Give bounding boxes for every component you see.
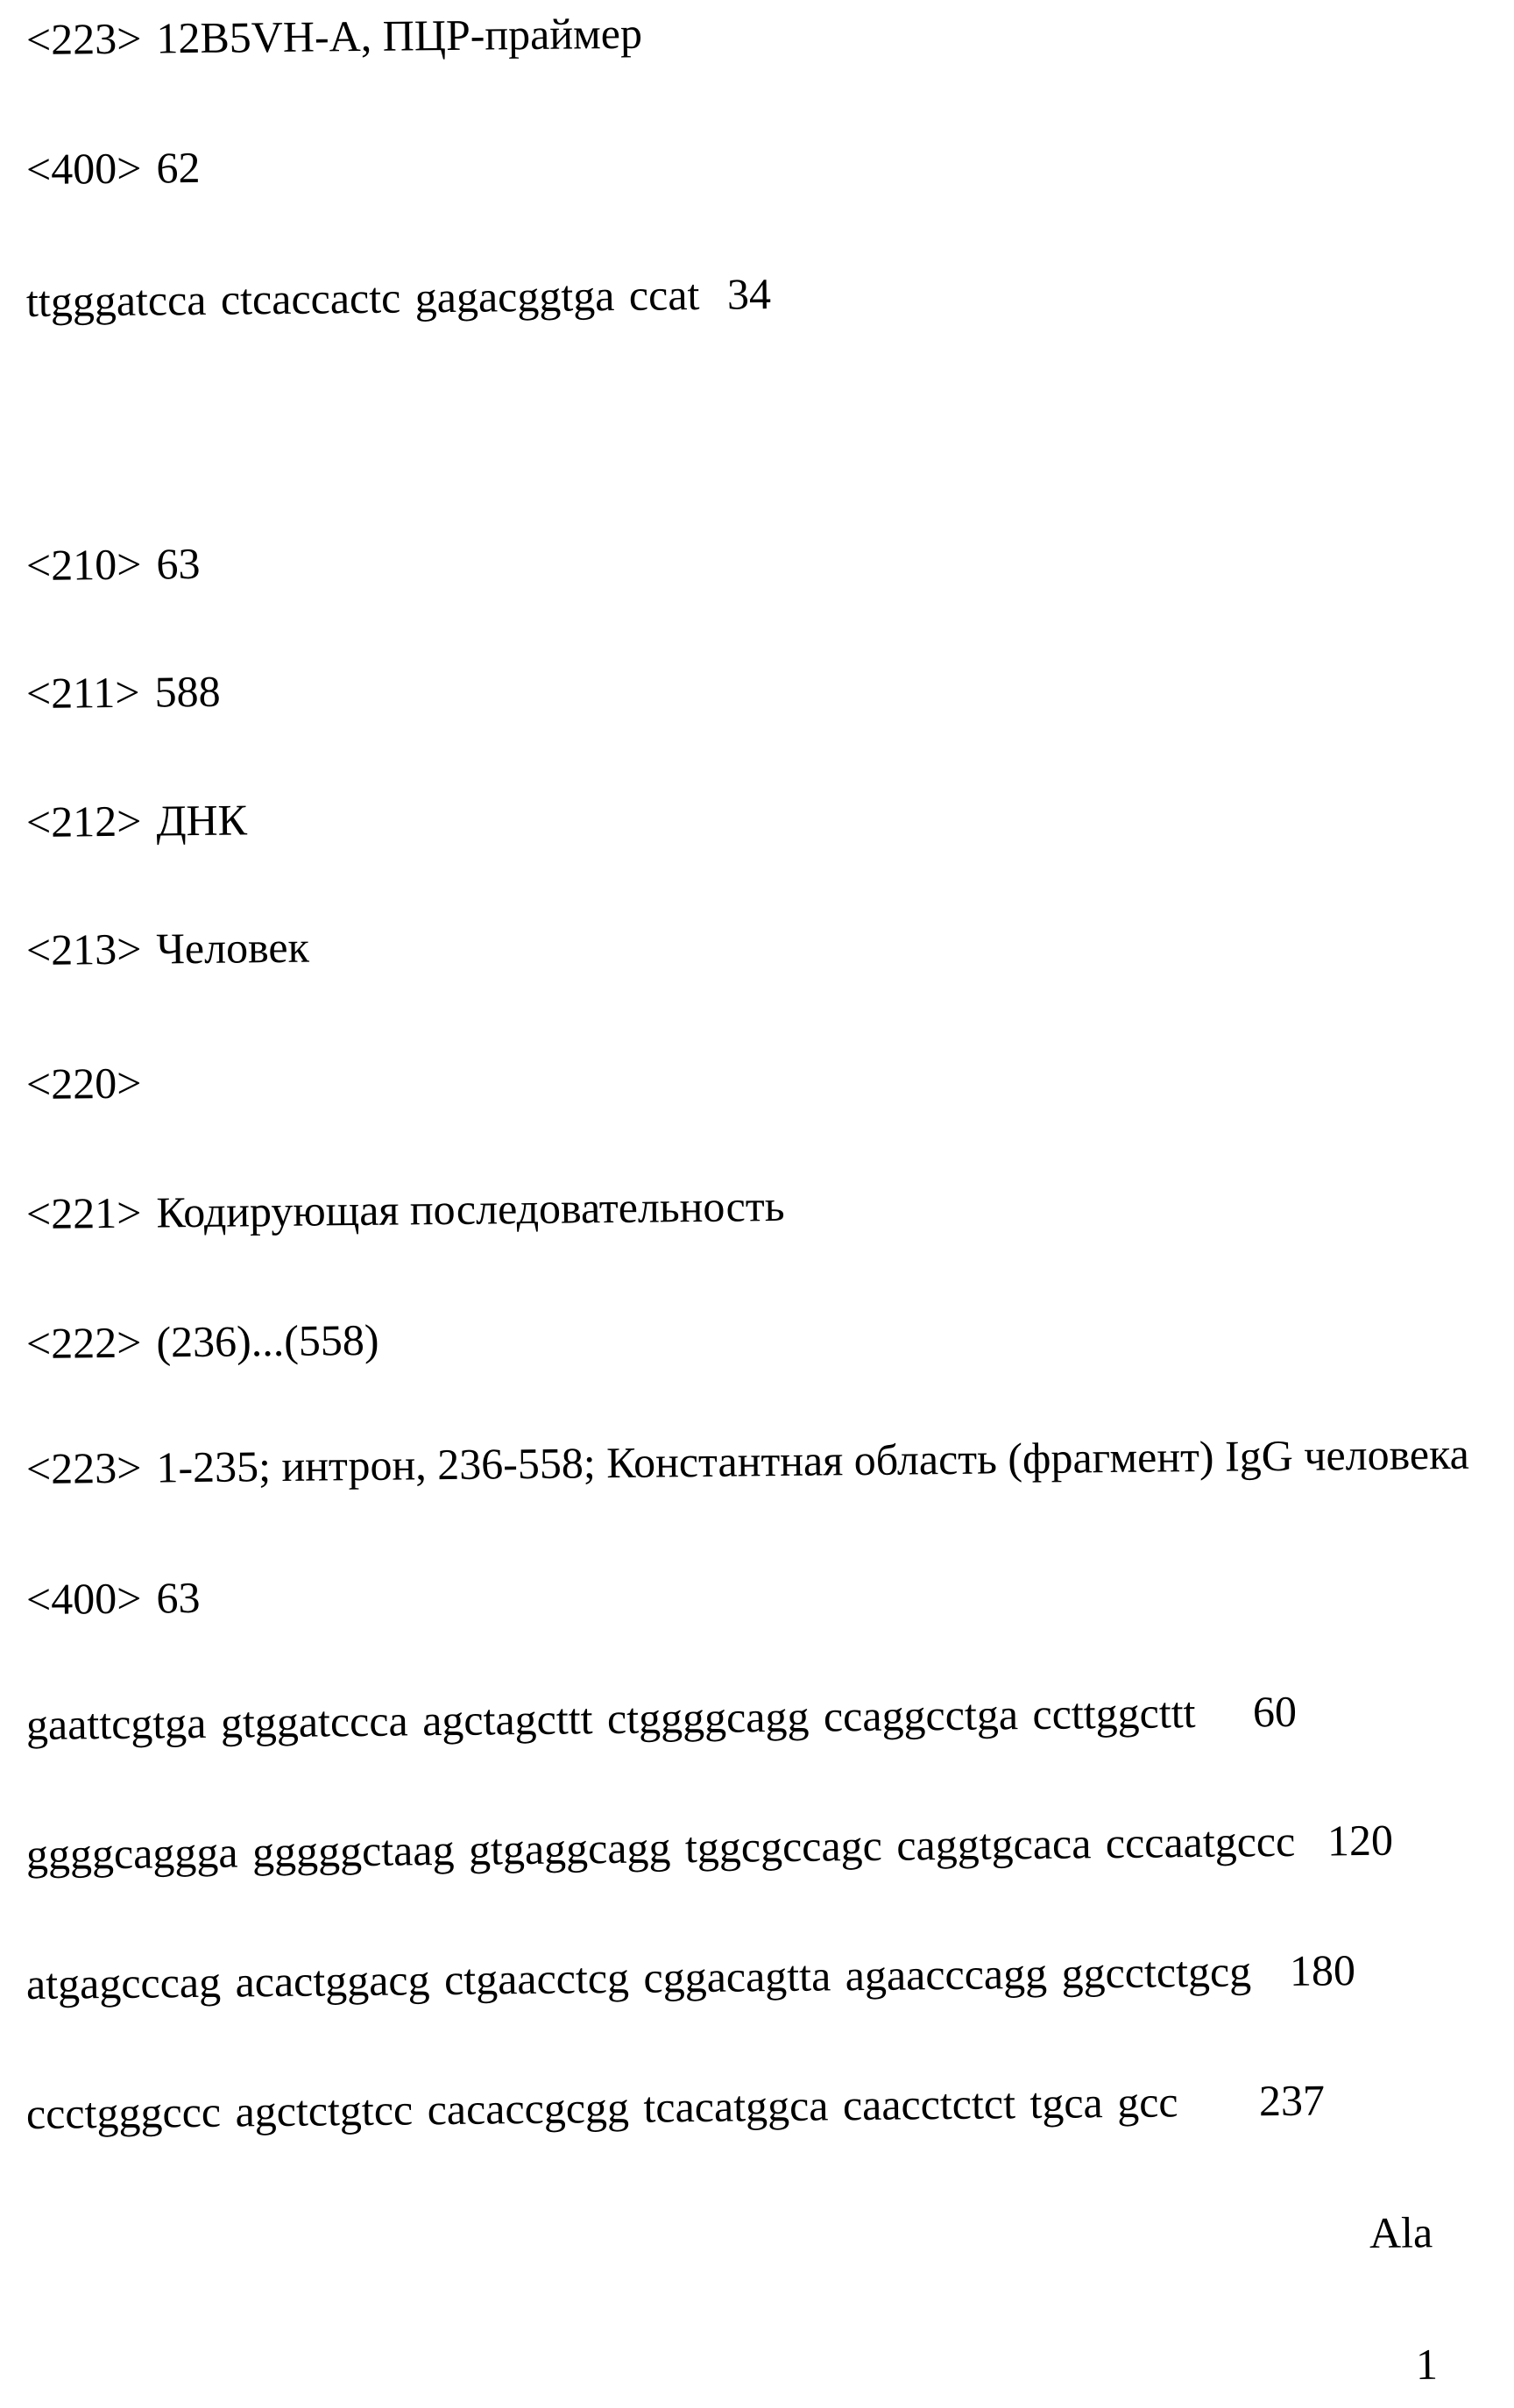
sequence-text: ggggcaggga gggggctaag gtgaggcagg tggcgccagc caggtgcaca cccaatgccc — [25, 1816, 1296, 1879]
field-line-223-seq63 — [26, 1428, 1514, 1494]
field-value: 63 — [156, 1572, 201, 1623]
sequence-count: 34 — [726, 269, 772, 319]
amino-acid-label — [1369, 2207, 1433, 2258]
field-value: 588 — [154, 666, 221, 717]
sequence-row-3 — [26, 1944, 1514, 2009]
sequence-row-seq62 — [26, 261, 1514, 327]
sequence-row-1 — [26, 1684, 1514, 1750]
field-tag: <211> — [25, 667, 140, 718]
field-tag: <400> — [25, 1573, 142, 1624]
field-line-210 — [26, 525, 1514, 591]
sequence-count: 237 — [1258, 2075, 1326, 2126]
field-tag: <212> — [25, 796, 142, 846]
sequence-count: 180 — [1289, 1945, 1356, 1995]
field-line-220 — [26, 1044, 1514, 1109]
field-line-212 — [26, 782, 1514, 847]
field-tag: <222> — [25, 1317, 142, 1368]
sequence-count: 60 — [1252, 1686, 1298, 1737]
field-value: ДНК — [156, 795, 248, 846]
field-tag: <210> — [25, 539, 142, 590]
sequence-row-4 — [26, 2073, 1514, 2139]
field-value: 12B5VH-A, ПЦР-праймер — [156, 8, 643, 63]
field-line-221 — [26, 1173, 1514, 1239]
field-line-400-seq63 — [26, 1559, 1514, 1625]
field-value: 1-235; интрон, 236-558; Константная область (фрагмент) IgG человека — [156, 1428, 1470, 1492]
field-line-222 — [26, 1303, 1514, 1369]
sequence-text: ccctgggccc agctctgtcc cacaccgcgg tcacatggca caacctctct tgca gcc — [25, 2077, 1178, 2138]
field-value: (236)...(558) — [156, 1314, 379, 1367]
field-value: 62 — [156, 142, 201, 193]
field-value — [156, 1058, 157, 1107]
residue-number — [1416, 2340, 1439, 2390]
field-value: 63 — [156, 538, 201, 589]
field-tag: <223> — [25, 13, 142, 64]
amino-acid-text: Ala — [1369, 2207, 1433, 2257]
sequence-row-2 — [26, 1814, 1514, 1880]
field-line-400-seq62 — [26, 129, 1514, 195]
field-line-211 — [26, 653, 1514, 719]
sequence-text: ttgggatcca ctcaccactc gagacggtga ccat — [25, 269, 700, 326]
field-value: Кодирующая последовательность — [156, 1180, 785, 1237]
field-line-213 — [26, 910, 1514, 975]
field-tag: <400> — [25, 143, 142, 194]
sequence-text: atgagcccag acactggacg ctgaacctcg cggacagtta agaacccagg ggcctctgcg — [25, 1946, 1252, 2008]
sequence-count: 120 — [1327, 1815, 1394, 1866]
field-value: Человек — [156, 922, 310, 974]
field-line-223-seq62 — [26, 0, 1514, 65]
field-tag: <220> — [25, 1058, 142, 1108]
field-tag: <213> — [25, 924, 142, 974]
field-tag: <223> — [25, 1442, 142, 1493]
residue-number-text: 1 — [1415, 2339, 1439, 2389]
field-tag: <221> — [25, 1187, 142, 1238]
sequence-text: gaattcgtga gtggatccca agctagcttt ctggggcagg ccaggcctga ccttggcttt — [25, 1688, 1196, 1749]
